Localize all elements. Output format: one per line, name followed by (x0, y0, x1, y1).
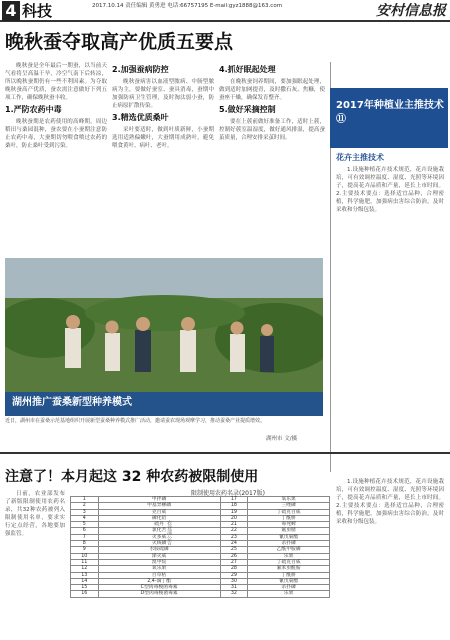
table-cell: 25 (220, 547, 248, 553)
table-cell: 18 (220, 503, 248, 509)
table-cell: 29 (220, 572, 248, 578)
table-cell: 氟虫腈 (248, 528, 330, 534)
article-column-2 (112, 62, 214, 254)
page-number: 4 (2, 1, 20, 21)
table-cell: 毒死蜱 (248, 522, 330, 528)
table-cell: 13 (71, 572, 99, 578)
table-cell: C型肉毒梭菌毒素 (98, 585, 220, 591)
section-text-3: 采叶要适时，做到叶质新鲜，小蚕期选用适熟偏嫩叶，大蚕期用成熟叶，避免喂食黄叶、病叶、老叶。 (112, 127, 214, 149)
section-title: 科技 (22, 2, 53, 20)
table-cell: 14 (71, 578, 99, 584)
sidebar-heading: 花卉主推技术 (336, 153, 384, 162)
photo-caption-title: 湖州推广蚕桑新型种养模式 (12, 397, 132, 408)
table-cell: 21 (220, 522, 248, 528)
bottom-right-text: 1.设施种植花卉技术规范，花卉设施栽培，可有效调控温度、湿度、光照等环境因子，提高花卉品质和产量，延长上市时间。2.主要技术要点：选择适宜品种，合理密植，科学施肥，加强病虫害综合防治，及时采收和分级包装。 (336, 479, 444, 525)
table-cell: 16 (71, 591, 99, 597)
table-side-note: 农业部公告 (166, 520, 172, 545)
table-cell: 克百威 (98, 509, 220, 515)
section-heading-2: 2.加强蚕病防控 (112, 65, 169, 74)
table-cell: 7 (71, 534, 99, 540)
bottom-right-column (336, 478, 444, 636)
photo-caption-text: 近日，湖州市在蚕桑示范基地组织开展新型蚕桑种养模式推广活动，邀请蚕农现场观摩学习，推动蚕桑产业提质增效。 (5, 418, 266, 424)
table-cell: D型肉毒梭菌毒素 (98, 591, 220, 597)
section-text-4: 在晚秋蚕饲养期间，要加强眠起处理，做到适时加网提青，及时撒石灰、焦糠，使蚕座干燥，确保发育整齐。 (219, 79, 325, 101)
table-cell: 氰戊菊酯 (248, 534, 330, 540)
table-cell: 11 (71, 559, 99, 565)
table-cell: 杀扑磷 (248, 585, 330, 591)
restricted-pesticide-table (70, 496, 330, 598)
table-cell: 5 (71, 522, 99, 528)
bottom-article-text: 日前，农业部发布了新版限制使用农药名录，共32种农药被列入限制使用名单，要求实行定点经营，各地要加强监管。 (5, 491, 65, 537)
table-cell: 2 (71, 503, 99, 509)
table-cell: 氰戊菊酯 (248, 578, 330, 584)
table-cell: 10 (71, 553, 99, 559)
table-cell: 氧乐果 (248, 497, 330, 503)
table-cell: 2,4-滴丁酯 (98, 578, 220, 584)
section-text-5: 要在上蔟前做好准备工作，适时上蔟，控制好蔟室温湿度，做好通风排湿，提高蚕茧质量，合理安排采茧时间。 (219, 119, 325, 141)
article-column-1 (5, 62, 107, 254)
table-cell: 4 (71, 515, 99, 521)
article-column-3 (219, 62, 325, 254)
table-cell: 乙酰甲胺磷 (248, 547, 330, 553)
table-cell: 9 (71, 547, 99, 553)
section-heading-5: 5.做好采摘控制 (219, 105, 276, 114)
table-cell: 灭多威 (98, 534, 220, 540)
table-cell: 3 (71, 509, 99, 515)
table-cell: 8 (71, 541, 99, 547)
table-cell: 23 (220, 534, 248, 540)
header-meta: 2017.10.14 责任编辑 黄勇进 电话:66757195 E-mail:gyz1888@163.com (92, 3, 283, 9)
table-cell: 氟苯虫酰胺 (248, 566, 330, 572)
table-cell: 乐果 (248, 553, 330, 559)
table-cell: 27 (220, 559, 248, 565)
table-cell: 12 (71, 566, 99, 572)
table-title: 限制使用农药名录(2017版) (191, 490, 265, 497)
table-cell: 百草枯 (98, 572, 220, 578)
table-cell: 灭线磷 (98, 541, 220, 547)
table-cell: 硫丹 (98, 522, 220, 528)
table-cell: 26 (220, 553, 248, 559)
section-heading-4: 4.抓好眠起处理 (219, 65, 276, 74)
table-cell: 28 (220, 566, 248, 572)
sidebar-title: 2017年种植业主推技术⑪ (336, 100, 444, 125)
table-cell: 丁酰肼 (248, 572, 330, 578)
section-heading-1: 1.严防农药中毒 (5, 105, 62, 114)
section-heading-3: 3.精选优质桑叶 (112, 113, 169, 122)
table-cell: 17 (220, 497, 248, 503)
bottom-headline: 注意了！本月起这 32 种农药被限制使用 (5, 469, 259, 485)
table-cell: 甲拌磷 (98, 497, 220, 503)
sidebar-text (336, 166, 444, 450)
table-cell: 32 (220, 591, 248, 597)
table-cell: 甲基异柳磷 (98, 503, 220, 509)
table-cell: 19 (220, 509, 248, 515)
main-headline: 晚秋蚕夺取高产优质五要点 (5, 31, 234, 53)
table-cell: 氯化苦 (98, 528, 220, 534)
table-cell: 24 (220, 541, 248, 547)
sidebar-paragraph: 1.设施种植花卉技术规范，花卉设施栽培，可有效调控温度、湿度、光照等环境因子，提高花卉品质和产量，延长上市时间。2.主要技术要点：选择适宜品种，合理密植，科学施肥，加强病虫害综合防治，及时采收和分级包装。 (336, 167, 444, 213)
section-divider (0, 452, 450, 454)
table-cell: 溴甲烷 (98, 559, 220, 565)
photo-byline: 湖州市 文/摄 (266, 436, 298, 442)
bottom-article (5, 490, 65, 635)
table-cell: 6 (71, 528, 99, 534)
table-cell: 22 (220, 528, 248, 534)
table-cell: 丁硫克百威 (248, 559, 330, 565)
table-cell: 三唑磷 (248, 503, 330, 509)
table-cell: 涕灭威 (98, 553, 220, 559)
table-cell: 15 (71, 585, 99, 591)
table-cell: 丁酰肼 (248, 515, 330, 521)
table-cell: 磷化铝 (98, 515, 220, 521)
table-cell: 30 (220, 578, 248, 584)
table-cell: 1 (71, 497, 99, 503)
table-cell: 20 (220, 515, 248, 521)
table-cell: 31 (220, 585, 248, 591)
table-cell: 氧乐果 (98, 566, 220, 572)
section-text-2: 晚秋蚕病害以血液型脓病、中肠型脓病为主，要做好蚕室、蚕具消毒，蚕期中加强防病卫生管理，及时淘汰弱小蚕，防止病原扩散传染。 (112, 79, 214, 109)
section-text-1: 晚秋蚕期是农药使用的高峰期，周边稻田与桑园混种，蚕农要在小蚕期注意防止农药中毒，大蚕期切勿喂食喷过农药的桑叶，防止桑叶受到污染。 (5, 119, 107, 149)
table-cell: 丁硫克百威 (248, 509, 330, 515)
newspaper-logo: 安村信息报 (376, 3, 446, 19)
table-row (71, 591, 330, 597)
table-cell: 水胺硫磷 (98, 547, 220, 553)
table-cell: 乐果 (248, 591, 330, 597)
table-cell: 杀扑磷 (248, 541, 330, 547)
article-intro: 晚秋蚕是全年最后一期蚕，以当前天气看将呈高温干旱，冷空气南下后转凉，所以晚秋蚕期仍有一些不利因素。为夺取晚秋蚕高产优质，蚕农需注意做好下列五项工作，确保晚秋蚕丰收。 (5, 63, 107, 101)
